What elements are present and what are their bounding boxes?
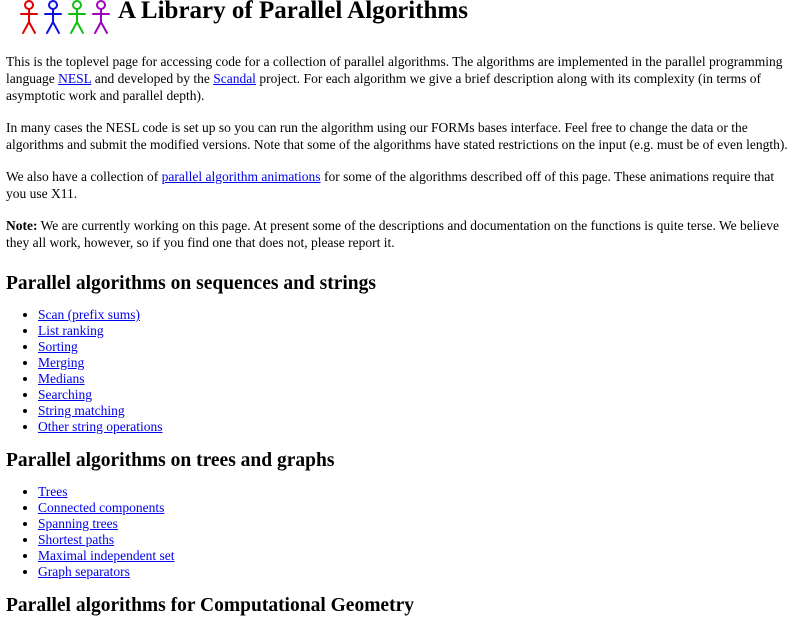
trees-graphs-list <box>6 484 794 580</box>
sorting-link[interactable]: Sorting <box>38 339 78 354</box>
forms-paragraph: In many cases the NESL code is set up so you can run the algorithm using our FORMs bases interface. Feel free to change the data or the algorithms and submit the modified versions. Note that some of the algorithms have stated restrictions on the input (e.g. must be of even length). <box>6 120 788 152</box>
scan-link[interactable]: Scan (prefix sums) <box>38 307 140 322</box>
list-item <box>38 339 794 355</box>
stick-figure-red-icon <box>21 1 37 33</box>
stick-figure-blue-icon <box>45 1 61 33</box>
list-item <box>38 371 794 387</box>
animations-text: for some of the algorithms described off of this page. These animations require that you use X11. <box>6 169 775 201</box>
scandal-link[interactable]: Scandal <box>213 71 256 86</box>
list-item <box>38 500 794 516</box>
section-heading-geometry: Parallel algorithms for Computational Geometry <box>6 595 414 616</box>
animations-paragraph <box>6 168 794 202</box>
stick-figure-purple-icon <box>93 1 109 33</box>
list-item <box>38 548 794 564</box>
list-ranking-link[interactable]: List ranking <box>38 323 104 338</box>
intro-paragraph <box>6 53 794 104</box>
searching-link[interactable]: Searching <box>38 387 92 402</box>
intro-text: project. For each algorithm we give a brief description along with its complexity (in terms of asymptotic work and parallel depth). <box>6 71 761 103</box>
list-item <box>38 403 794 419</box>
intro-text: This is the toplevel page for accessing code for a collection of parallel algorithms. The algorithms are implemented in the parallel programming language <box>6 54 783 86</box>
list-item <box>38 516 794 532</box>
note-paragraph <box>6 217 794 251</box>
nesl-link[interactable]: NESL <box>58 71 92 86</box>
trees-link[interactable]: Trees <box>38 484 68 499</box>
stick-figure-green-icon <box>69 1 85 33</box>
note-label: Note: <box>6 218 38 233</box>
sequences-list <box>6 307 794 435</box>
note-text: We are currently working on this page. At present some of the descriptions and documentation on the functions is quite terse. We believe they all work, however, so if you find one that does not, please report it. <box>6 218 779 250</box>
other-string-operations-link[interactable]: Other string operations <box>38 419 163 434</box>
connected-components-link[interactable]: Connected components <box>38 500 165 515</box>
string-matching-link[interactable]: String matching <box>38 403 125 418</box>
list-item <box>38 419 794 435</box>
stick-figures-icon <box>19 0 115 34</box>
section-heading-trees-graphs: Parallel algorithms on trees and graphs <box>6 450 335 471</box>
list-item <box>38 484 794 500</box>
list-item <box>38 532 794 548</box>
graph-separators-link[interactable]: Graph separators <box>38 564 130 579</box>
page-header <box>6 0 794 36</box>
intro-text: and developed by the <box>91 71 214 86</box>
shortest-paths-link[interactable]: Shortest paths <box>38 532 115 547</box>
list-item <box>38 355 794 371</box>
merging-link[interactable]: Merging <box>38 355 85 370</box>
list-item <box>38 387 794 403</box>
maximal-independent-set-link[interactable]: Maximal independent set <box>38 548 175 563</box>
list-item <box>38 307 794 323</box>
page-title: A Library of Parallel Algorithms <box>118 0 468 24</box>
list-item <box>38 323 794 339</box>
section-heading-sequences: Parallel algorithms on sequences and strings <box>6 273 376 294</box>
spanning-trees-link[interactable]: Spanning trees <box>38 516 118 531</box>
list-item <box>38 564 794 580</box>
animations-link[interactable]: parallel algorithm animations <box>161 169 321 184</box>
animations-text: We also have a collection of <box>6 169 162 184</box>
medians-link[interactable]: Medians <box>38 371 85 386</box>
